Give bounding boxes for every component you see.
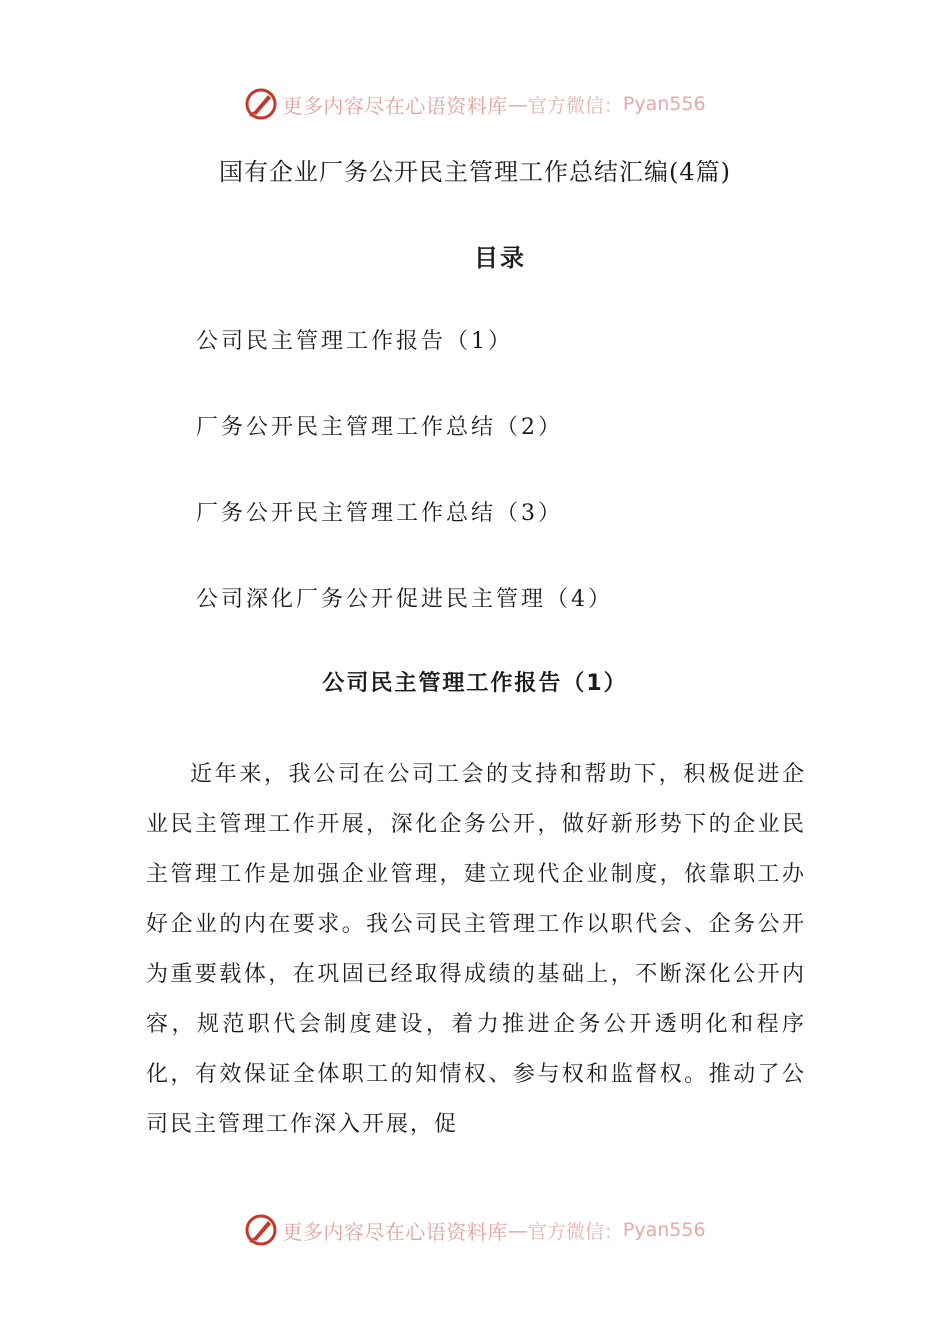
banner-dash: — bbox=[507, 92, 528, 116]
table-of-contents bbox=[196, 324, 613, 668]
quill-logo-icon bbox=[244, 87, 278, 121]
banner-official-label: 官方微信： bbox=[527, 1220, 623, 1243]
footer-banner bbox=[0, 1210, 950, 1250]
toc-item: 公司深化厂务公开促进民主管理（4） bbox=[196, 587, 613, 612]
toc-item: 公司民主管理工作报告（1） bbox=[196, 329, 513, 354]
toc-item: 厂务公开民主管理工作总结（2） bbox=[196, 415, 563, 440]
section-heading: 公司民主管理工作报告（1） bbox=[322, 671, 628, 696]
banner-text: 更多内容尽在心语资料库 bbox=[282, 1219, 508, 1244]
quill-logo-icon bbox=[244, 1213, 278, 1247]
banner-dash: — bbox=[507, 1218, 528, 1242]
banner-wechat-id: Pyan556 bbox=[622, 93, 706, 115]
banner-wechat-id: Pyan556 bbox=[622, 1219, 706, 1241]
document-title: 国有企业厂务公开民主管理工作总结汇编(4篇) bbox=[219, 158, 731, 186]
toc-item: 厂务公开民主管理工作总结（3） bbox=[196, 501, 563, 526]
toc-heading: 目录 bbox=[474, 244, 526, 272]
banner-text: 更多内容尽在心语资料库 bbox=[282, 93, 508, 118]
header-banner bbox=[0, 84, 950, 124]
body-paragraph: 近年来，我公司在公司工会的支持和帮助下，积极促进企业民主管理工作开展，深化企务公开，做好新形势下的企业民主管理工作是加强企业管理，建立现代企业制度，依靠职工办好企业的内在要求。我公司民主管理工作以职代会、企务公开为重要载体，在巩固已经取得成绩的基础上，不断深化公开内容，规范职代会制度建设，着力推进企务公开透明化和程序化，有效保证全体职工的知情权、参与权和监督权。推动了公司民主管理工作深入开展，促 bbox=[146, 762, 806, 1137]
banner-official-label: 官方微信： bbox=[527, 94, 623, 117]
